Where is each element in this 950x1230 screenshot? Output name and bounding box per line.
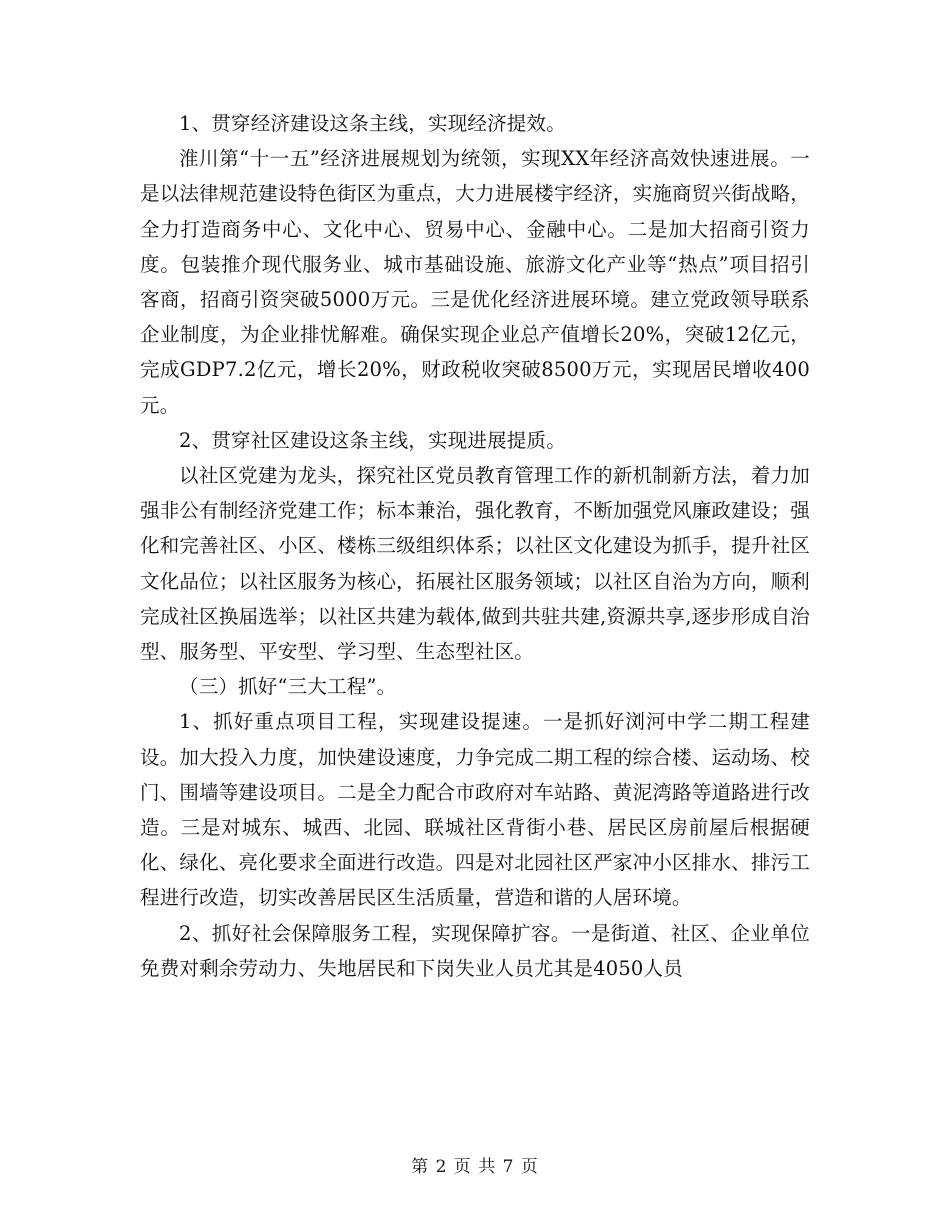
page-number-footer: 第 2 页 共 7 页 <box>411 1157 539 1177</box>
document-body <box>140 106 810 986</box>
paragraph-community-plan: 以社区党建为龙头，探究社区党员教育管理工作的新机制新方法，着力加强非公有制经济党建工作；标本兼治，强化教育，不断加强党风廉政建设；强化和完善社区、小区、楼栋三级组织体系；以社区文化建设为抓手，提升社区文化品位；以社区服务为核心，拓展社区服务领域；以社区自治为方向，顺利完成社区换届选举；以社区共建为载体,做到共驻共建,资源共享,逐步形成自治型、服务型、平安型、学习型、生态型社区。 <box>140 464 810 664</box>
paragraph-heading-community: 2、贯穿社区建设这条主线，实现进展提质。 <box>179 428 566 452</box>
section-heading-three-projects: （三）抓好“三大工程”。 <box>179 675 397 699</box>
paragraph-key-projects: 1、抓好重点项目工程，实现建设提速。一是抓好浏河中学二期工程建设。加大投入力度，加快建设速度，力争完成二期工程的综合楼、运动场、校门、围墙等建设项目。二是全力配合市政府对车站路、黄泥湾路等道路进行改造。三是对城东、城西、北园、联城社区背街小巷、居民区房前屋后根据硬化、绿化、亮化要求全面进行改造。四是对北园社区严家冲小区排水、排污工程进行改造，切实改善居民区生活质量，营造和谐的人居环境。 <box>140 710 810 910</box>
paragraph-economy-plan: 淮川第“十一五”经济进展规划为统领，实现XX年经济高效快速进展。一是以法律规范建设特色街区为重点，大力进展楼宇经济，实施商贸兴街战略，全力打造商务中心、文化中心、贸易中心、金融中心。二是加大招商引资力度。包装推介现代服务业、城市基础设施、旅游文化产业等“热点”项目招引客商，招商引资突破5000万元。三是优化经济进展环境。建立党政领导联系企业制度，为企业排忧解难。确保实现企业总产值增长20%，突破12亿元，完成GDP7.2亿元，增长20%，财政税收突破8500万元，实现居民增收400元。 <box>140 147 810 417</box>
paragraph-social-security: 2、抓好社会保障服务工程，实现保障扩容。一是街道、社区、企业单位免费对剩余劳动力、失地居民和下岗失业人员尤其是4050人员 <box>140 921 810 980</box>
paragraph-heading-economy: 1、贯穿经济建设这条主线，实现经济提效。 <box>179 112 566 135</box>
